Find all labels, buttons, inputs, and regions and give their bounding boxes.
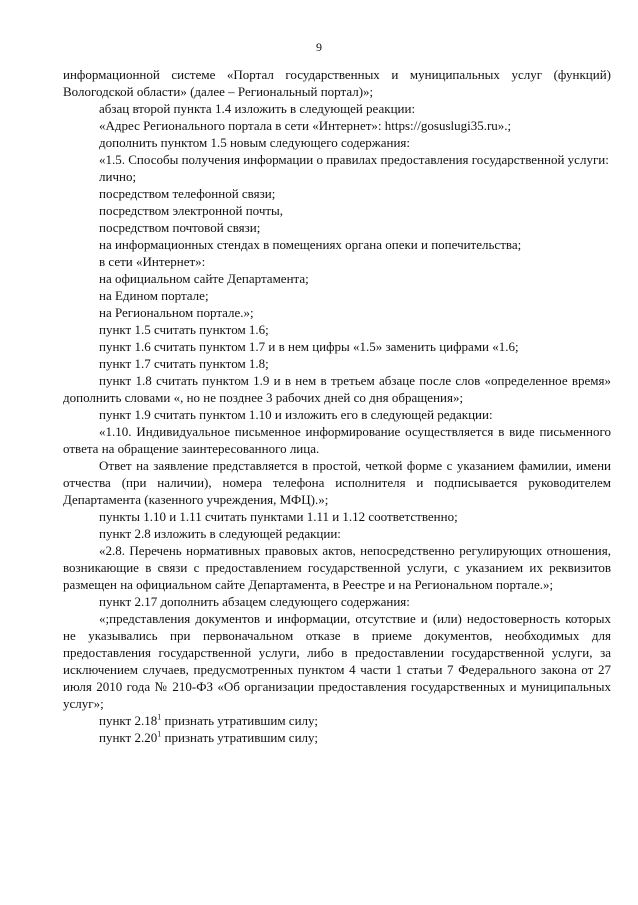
paragraph: пункт 1.8 считать пунктом 1.9 и в нем в третьем абзаце после слов «определенное время» дополнить словами «, но не позднее 3 рабочих дней со дня обращения»; [63,373,611,405]
list-item: в сети «Интернет»: [99,254,206,269]
paragraph: пункт 2.17 дополнить абзацем следующего содержания: [99,594,410,609]
paragraph: «1.10. Индивидуальное письменное информирование осуществляется в виде письменного ответа на обращение заинтересованного лица. [63,424,611,456]
paragraph: пункт 1.6 считать пунктом 1.7 и в нем цифры «1.5» заменить цифрами «1.6; [99,339,519,354]
list-item: на официальном сайте Департамента; [99,271,309,286]
page-number: 9 [316,40,322,54]
paragraph: дополнить пунктом 1.5 новым следующего содержания: [99,135,411,150]
paragraph: информационной системе «Портал государственных и муниципальных услуг (функций) Вологодской области» (далее – Региональный портал)»; [63,67,611,99]
text-fragment: пункт 2.20 [99,730,158,745]
list-item: на Региональном портале.»; [99,305,254,320]
paragraph: «;представления документов и информации, отсутствие и (или) недостоверность которых не указывались при первоначальном отказе в приеме документов, необходимых для предоставления государственной услуги, либо в предоставлении государственной услуги, за исключением случаев, предусмотренных пунктом 4 части 1 статьи 7 Федерального закона от 27 июля 2010 года № 210-ФЗ «Об организации предоставления государственных и муниципальных услуг»; [63,611,611,711]
list-item: посредством электронной почты, [99,203,284,218]
paragraph: «2.8. Перечень нормативных правовых актов, непосредственно регулирующих отношения, возникающие в связи с предоставлением государственной услуги, с указанием их реквизитов размещен на официальном сайте Департамента, в Реестре и на Региональном портале.»; [63,543,611,592]
paragraph [63,729,611,746]
paragraph: Ответ на заявление представляется в простой, четкой форме с указанием фамилии, имени отчества (при наличии), номера телефона исполнителя и подписывается руководителем Департамента (казенного учреждения, МФЦ).»; [63,458,611,507]
document-body [63,66,611,746]
superscript: 1 [157,712,162,722]
paragraph: пункт 1.7 считать пунктом 1.8; [99,356,269,371]
text-fragment: признать утратившим силу; [161,713,318,728]
text-fragment: признать утратившим силу; [161,730,318,745]
paragraph: «Адрес Регионального портала в сети «Интернет»: https://gosuslugi35.ru».; [99,118,512,133]
list-item: на Едином портале; [99,288,209,303]
text-fragment: пункт 2.18 [99,713,158,728]
paragraph: абзац второй пункта 1.4 изложить в следующей реакции: [99,101,416,116]
list-item: на информационных стендах в помещениях органа опеки и попечительства; [99,237,522,252]
paragraph: пункт 1.9 считать пунктом 1.10 и изложить его в следующей редакции: [99,407,493,422]
list-item: лично; [99,169,137,184]
list-item: посредством почтовой связи; [99,220,261,235]
paragraph: пункты 1.10 и 1.11 считать пунктами 1.11 и 1.12 соответственно; [99,509,458,524]
paragraph: пункт 2.8 изложить в следующей редакции: [99,526,341,541]
paragraph [63,712,611,729]
paragraph: пункт 1.5 считать пунктом 1.6; [99,322,269,337]
superscript: 1 [157,729,162,739]
paragraph: «1.5. Способы получения информации о правилах предоставления государственной услуги: [99,152,609,167]
list-item: посредством телефонной связи; [99,186,276,201]
